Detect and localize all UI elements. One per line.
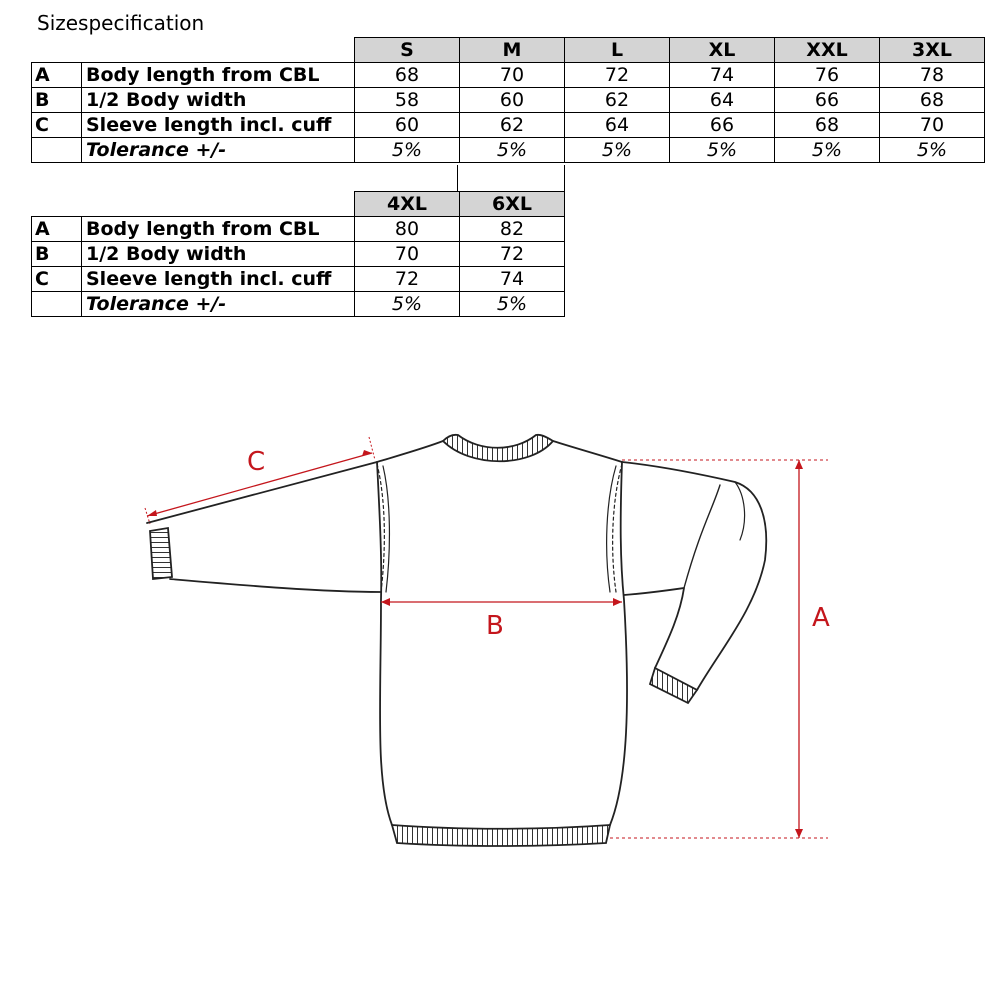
cell-value: 5% (460, 292, 565, 317)
cell-value: 58 (355, 88, 460, 113)
cell-value: 72 (355, 267, 460, 292)
size-header: XL (670, 38, 775, 63)
size-header: 6XL (460, 192, 565, 217)
dimension-b (381, 598, 622, 606)
row-code: B (32, 242, 82, 267)
row-label: 1/2 Body width (82, 242, 355, 267)
cell-value: 78 (880, 63, 985, 88)
cell-value: 82 (460, 217, 565, 242)
cell-value: 5% (775, 138, 880, 163)
sweater-outline (147, 441, 766, 825)
cell-value: 5% (565, 138, 670, 163)
cell-value: 72 (565, 63, 670, 88)
dimension-label-b: B (486, 611, 504, 641)
cell-value: 60 (355, 113, 460, 138)
cell-value: 66 (670, 113, 775, 138)
row-label: Body length from CBL (82, 217, 355, 242)
dimension-label-c: C (247, 447, 266, 477)
page-title: Sizespecification (37, 11, 205, 35)
size-header: M (460, 38, 565, 63)
dimension-label-a: A (812, 603, 830, 633)
cell-value: 76 (775, 63, 880, 88)
cell-value: 5% (460, 138, 565, 163)
row-label: Sleeve length incl. cuff (82, 267, 355, 292)
hem-rib (392, 825, 610, 846)
cell-value: 62 (565, 88, 670, 113)
row-code: B (32, 88, 82, 113)
cell-value: 60 (460, 88, 565, 113)
right-cuff-rib (650, 668, 697, 703)
row-label: 1/2 Body width (82, 88, 355, 113)
cell-value: 66 (775, 88, 880, 113)
cell-value: 5% (880, 138, 985, 163)
cell-value: 64 (565, 113, 670, 138)
row-label: Tolerance +/- (82, 292, 355, 317)
cell-value: 70 (355, 242, 460, 267)
cell-value: 68 (880, 88, 985, 113)
cell-value: 64 (670, 88, 775, 113)
size-header: XXL (775, 38, 880, 63)
size-header: S (355, 38, 460, 63)
cell-value: 68 (775, 113, 880, 138)
row-code: A (32, 217, 82, 242)
dimension-a (610, 460, 828, 838)
cell-value: 68 (355, 63, 460, 88)
size-header: L (565, 38, 670, 63)
row-code: C (32, 113, 82, 138)
cell-value: 72 (460, 242, 565, 267)
row-code: A (32, 63, 82, 88)
row-code: C (32, 267, 82, 292)
cell-value: 74 (460, 267, 565, 292)
cell-value: 80 (355, 217, 460, 242)
cell-value: 70 (880, 113, 985, 138)
collar-rib (443, 435, 553, 462)
cell-value: 62 (460, 113, 565, 138)
row-label: Body length from CBL (82, 63, 355, 88)
cell-value: 5% (355, 138, 460, 163)
cell-value: 74 (670, 63, 775, 88)
size-header: 3XL (880, 38, 985, 63)
size-header: 4XL (355, 192, 460, 217)
row-label: Tolerance +/- (82, 138, 355, 163)
row-label: Sleeve length incl. cuff (82, 113, 355, 138)
left-cuff-rib (150, 528, 172, 579)
cell-value: 5% (355, 292, 460, 317)
cell-value: 5% (670, 138, 775, 163)
cell-value: 70 (460, 63, 565, 88)
